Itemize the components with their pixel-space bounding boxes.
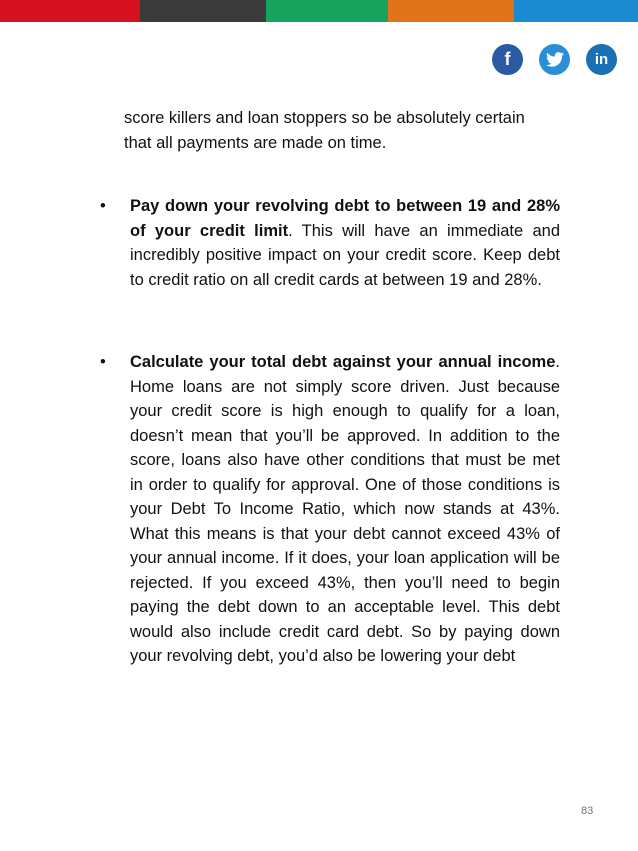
bullet-dot: • [100,353,106,371]
bullet-text [130,194,560,292]
linkedin-icon[interactable]: in [586,44,617,75]
strip-blue [514,0,638,22]
social-links [492,44,617,75]
bullet-item [100,194,560,292]
strip-green [266,0,388,22]
bullet-heading: Calculate your total debt against your annual income [130,353,556,371]
strip-orange [388,0,514,22]
header-color-strip [0,0,638,22]
page-number: 83 [581,805,594,817]
bullet-item [100,350,560,669]
bullet-body: . Home loans are not simply score driven. Just because your credit score is high enough to qualify for a loan, doesn’t mean that you’ll be approved. In addition to the score, loans also have other conditions that must be met in order to qualify for approval. One of those conditions is your Debt To Income Ratio, which now stands at 43%. What this means is that your debt cannot exceed 43% of your annual income. If it does, your loan application will be rejected. If you exceed 43%, then you’ll need to begin paying the debt down to an acceptable level. This debt would also include credit card debt. So by paying down your revolving debt, you’d also be lowering your debt [130,353,560,665]
strip-red [0,0,140,22]
twitter-icon[interactable] [539,44,570,75]
bullet-dot: • [100,197,106,215]
twitter-bird-glyph [546,52,564,67]
bullet-text [130,350,560,669]
bullet-body: . This will have an immediate and incredibly positive impact on your credit score. Keep debt to credit ratio on all credit cards at between 19 and 28%. [130,221,560,289]
strip-dark [140,0,266,22]
facebook-icon[interactable]: f [492,44,523,75]
continued-paragraph: score killers and loan stoppers so be absolutely certain that all payments are made on time. [124,109,525,152]
bullet-heading: Pay down your revolving debt to between 19 and 28% of your credit limit [130,197,560,240]
